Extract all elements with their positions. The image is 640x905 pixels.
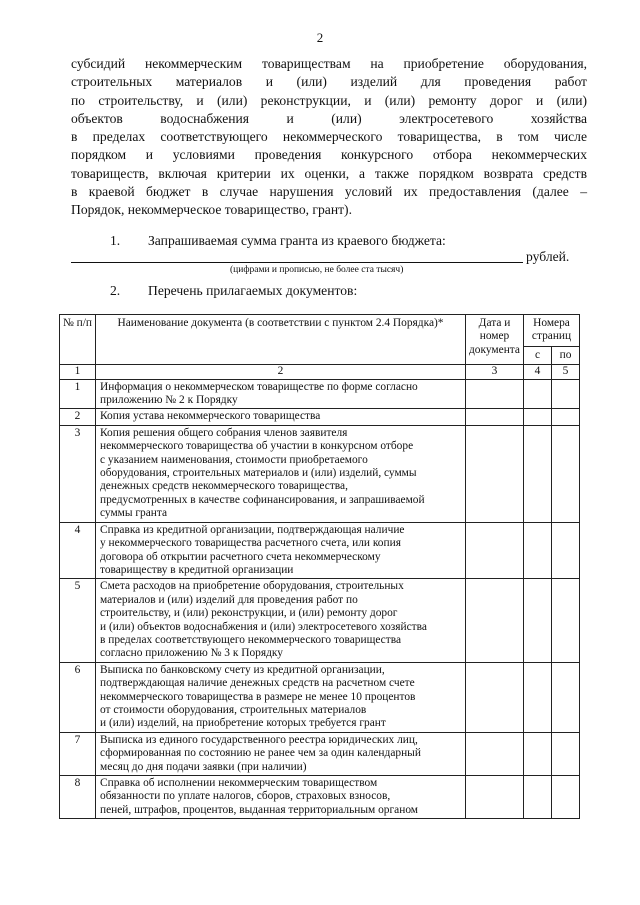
page-to-cell[interactable] bbox=[552, 409, 580, 425]
date-cell[interactable] bbox=[466, 732, 524, 775]
item-text: Перечень прилагаемых документов: bbox=[148, 283, 358, 298]
documents-list-item bbox=[110, 283, 357, 299]
date-cell[interactable] bbox=[466, 522, 524, 579]
intro-line: в краевой бюджет в случае нарушения условий их предоставления (далее – bbox=[71, 184, 587, 200]
document-name bbox=[96, 379, 466, 409]
document-name-line: строительству, и (или) реконструкции, и (или) ремонту дорог bbox=[100, 607, 398, 620]
page-from-cell[interactable] bbox=[524, 409, 552, 425]
document-name-line: некоммерческого товарищества об участии в конкурсном отборе bbox=[100, 440, 414, 453]
document-name-line: Смета расходов на приобретение оборудования, строительных bbox=[100, 580, 404, 593]
document-name-line: материалов и (или) изделий для проведения работ по bbox=[100, 593, 358, 606]
intro-line: объектов водоснабжения и (или) электросетевого хозяйства bbox=[71, 110, 587, 126]
date-cell[interactable] bbox=[466, 579, 524, 662]
intro-line: субсидий некоммерческим товариществам на приобретение оборудования, bbox=[71, 56, 587, 71]
intro-line: Порядок, некоммерческое товарищество, грант). bbox=[71, 202, 352, 218]
document-name bbox=[96, 522, 466, 579]
date-cell[interactable] bbox=[466, 379, 524, 409]
document-name-line: оборудования, строительных материалов и (или) изделий, суммы bbox=[100, 467, 417, 480]
item-number: 1. bbox=[110, 233, 121, 248]
table-row bbox=[60, 522, 580, 579]
document-name-line: суммы гранта bbox=[100, 507, 168, 520]
document-name-line: Выписка по банковскому счету из кредитной организации, bbox=[100, 663, 385, 676]
header-to: по bbox=[552, 346, 580, 364]
document-name-line: с указанием наименования, стоимости приобретаемого bbox=[100, 453, 368, 466]
intro-line: строительных материалов и (или) изделий для проведения работ bbox=[71, 74, 587, 90]
page-to-cell[interactable] bbox=[552, 732, 580, 775]
document-name-line: согласно приложению № 3 к Порядку bbox=[100, 647, 283, 660]
document-name-line: Копия решения общего собрания членов заявителя bbox=[100, 426, 348, 439]
header-name: Наименование документа (в соответствии с пунктом 2.4 Порядка)* bbox=[96, 315, 466, 365]
document-name-line: подтверждающая наличие денежных средств на расчетном счете bbox=[100, 677, 415, 690]
table-row bbox=[60, 776, 580, 819]
intro-line: товариществ, включая критерии их оценки, а также порядком возврата средств bbox=[71, 165, 587, 181]
column-number: 2 bbox=[96, 365, 466, 379]
document-name-line: Информация о некоммерческом товариществе по форме согласно bbox=[100, 380, 418, 393]
page-from-cell[interactable] bbox=[524, 776, 552, 819]
amount-fill-line[interactable] bbox=[71, 262, 523, 263]
row-number: 1 bbox=[60, 379, 96, 409]
date-cell[interactable] bbox=[466, 409, 524, 425]
grant-amount-item bbox=[110, 233, 446, 249]
page-to-cell[interactable] bbox=[552, 425, 580, 522]
document-name bbox=[96, 732, 466, 775]
row-number: 5 bbox=[60, 579, 96, 662]
document-name bbox=[96, 662, 466, 732]
page-from-cell[interactable] bbox=[524, 662, 552, 732]
page-to-cell[interactable] bbox=[552, 579, 580, 662]
header-from: с bbox=[524, 346, 552, 364]
intro-line: порядком и условиями проведения конкурсного отбора некоммерческих bbox=[71, 147, 587, 163]
documents-table bbox=[59, 314, 580, 819]
document-name-line: предусмотренных в качестве софинансирования, и запрашиваемой bbox=[100, 493, 425, 506]
table-row bbox=[60, 409, 580, 425]
column-number: 4 bbox=[524, 365, 552, 379]
document-name-line: денежных средств некоммерческого товарищества, bbox=[100, 480, 348, 493]
item-text: Запрашиваемая сумма гранта из краевого бюджета: bbox=[148, 233, 446, 248]
row-number: 6 bbox=[60, 662, 96, 732]
column-number: 5 bbox=[552, 365, 580, 379]
amount-hint: (цифрами и прописью, не более ста тысяч) bbox=[230, 265, 404, 275]
amount-unit: рублей. bbox=[526, 249, 570, 264]
document-name-line: Справка из кредитной организации, подтверждающая наличие bbox=[100, 523, 405, 536]
row-number: 2 bbox=[60, 409, 96, 425]
document-name bbox=[96, 579, 466, 662]
date-cell[interactable] bbox=[466, 662, 524, 732]
document-name-line: у некоммерческого товарищества расчетного счета, или копия bbox=[100, 537, 401, 550]
page-from-cell[interactable] bbox=[524, 379, 552, 409]
page-from-cell[interactable] bbox=[524, 425, 552, 522]
document-name-line: в пределах соответствующего некоммерческого товарищества bbox=[100, 633, 401, 646]
page-to-cell[interactable] bbox=[552, 379, 580, 409]
row-number: 3 bbox=[60, 425, 96, 522]
page-from-cell[interactable] bbox=[524, 522, 552, 579]
document-name-line: приложению № 2 к Порядку bbox=[100, 394, 238, 407]
intro-paragraph bbox=[71, 55, 587, 220]
page-number: 2 bbox=[316, 30, 324, 45]
document-name-line: и (или) объектов водоснабжения и (или) электросетевого хозяйства bbox=[100, 620, 427, 633]
header-pages: Номера страниц bbox=[524, 315, 580, 347]
table-row bbox=[60, 579, 580, 662]
document-name-line: обязанности по уплате налогов, сборов, страховых взносов, bbox=[100, 790, 391, 803]
header-num: № п/п bbox=[60, 315, 96, 365]
document-name-line: от стоимости оборудования, строительных материалов bbox=[100, 703, 367, 716]
table-row bbox=[60, 379, 580, 409]
page-from-cell[interactable] bbox=[524, 579, 552, 662]
row-number: 4 bbox=[60, 522, 96, 579]
header-date: Дата и номер документа bbox=[466, 315, 524, 365]
page-to-cell[interactable] bbox=[552, 776, 580, 819]
document-name-line: товариществу в кредитной организации bbox=[100, 563, 294, 576]
document-name bbox=[96, 776, 466, 819]
document-name-line: некоммерческого товарищества в размере не менее 10 процентов bbox=[100, 690, 416, 703]
intro-line: в пределах соответствующего некоммерческого товарищества, в том числе bbox=[71, 129, 587, 145]
document-name bbox=[96, 425, 466, 522]
column-number-row bbox=[60, 365, 580, 379]
date-cell[interactable] bbox=[466, 776, 524, 819]
table-row bbox=[60, 425, 580, 522]
document-name bbox=[96, 409, 466, 425]
column-number: 3 bbox=[466, 365, 524, 379]
table-row bbox=[60, 662, 580, 732]
page-to-cell[interactable] bbox=[552, 522, 580, 579]
document-name-line: месяц до дня подачи заявки (при наличии) bbox=[100, 760, 307, 773]
document-name-line: Копия устава некоммерческого товарищества bbox=[100, 410, 321, 423]
intro-line: по строительству, и (или) реконструкции, и (или) ремонту дорог и (или) bbox=[71, 92, 587, 108]
page-from-cell[interactable] bbox=[524, 732, 552, 775]
document-name-line: договора об открытии расчетного счета некоммерческому bbox=[100, 550, 381, 563]
document-name-line: пеней, штрафов, процентов, выданная территориальным органом bbox=[100, 803, 419, 816]
page-to-cell[interactable] bbox=[552, 662, 580, 732]
document-name-line: сформированная по состоянию не ранее чем за один календарный bbox=[100, 747, 421, 760]
documents-table-body bbox=[60, 365, 580, 819]
table-row bbox=[60, 732, 580, 775]
document-name-line: Справка об исполнении некоммерческим товариществом bbox=[100, 777, 378, 789]
document-name-line: и (или) изделий, на приобретение которых требуется грант bbox=[100, 717, 386, 730]
item-number: 2. bbox=[110, 283, 121, 298]
row-number: 7 bbox=[60, 732, 96, 775]
date-cell[interactable] bbox=[466, 425, 524, 522]
row-number: 8 bbox=[60, 776, 96, 819]
column-number: 1 bbox=[60, 365, 96, 379]
document-name-line: Выписка из единого государственного реестра юридических лиц, bbox=[100, 733, 418, 746]
